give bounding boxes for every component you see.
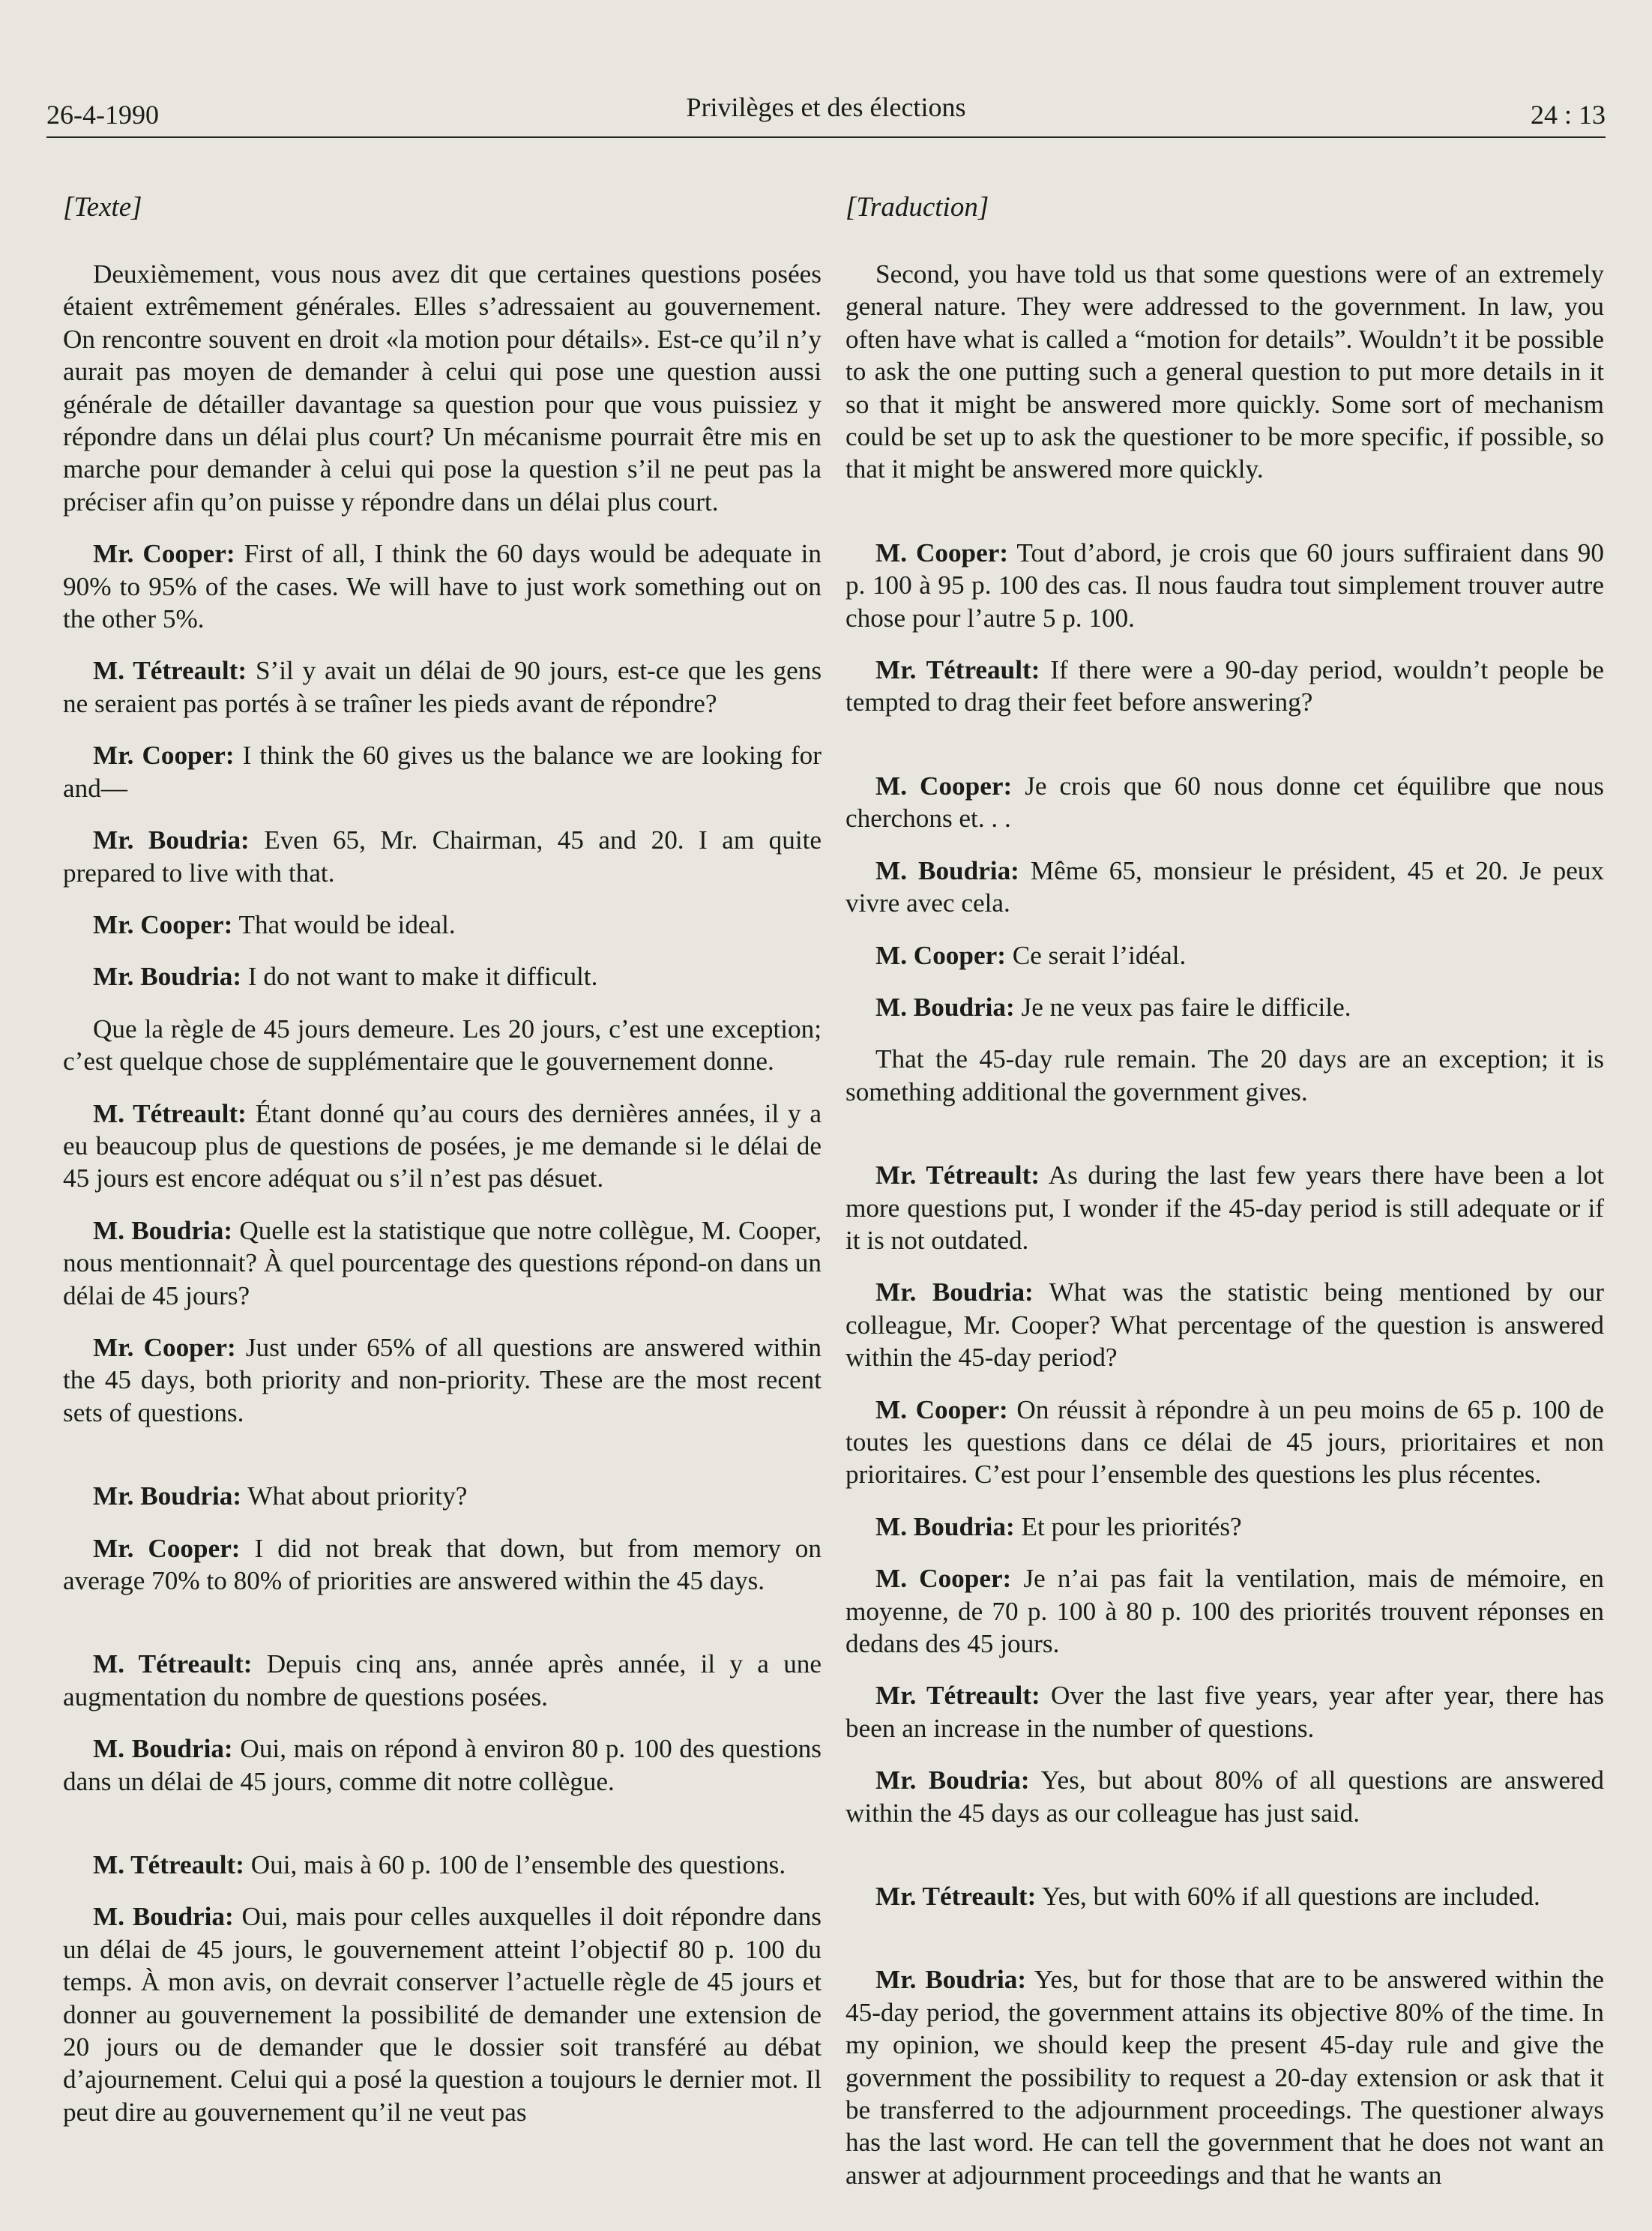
paragraph-text: On réussit à répondre à un peu moins de 65 p. 100 de toutes les questions dans ce délai de 45 jours, prioritaires et non prioritaires. C’est pour l’ensemble des questions les plus récentes. xyxy=(845,1394,1604,1490)
speaker-name: M. Boudria: xyxy=(875,992,1015,1022)
paragraph-text: Je crois que 60 nous donne cet équilibre que nous cherchons et. . . xyxy=(845,771,1604,834)
paragraph-text: Even 65, Mr. Chairman, 45 and 20. I am quite prepared to live with that. xyxy=(63,825,822,888)
speaker-name: M. Cooper: xyxy=(875,1394,1008,1424)
paragraph xyxy=(63,1849,822,1881)
paragraph xyxy=(63,824,822,889)
paragraph xyxy=(63,1532,822,1598)
speaker-name: Mr. Tétreault: xyxy=(875,1882,1037,1912)
right-column xyxy=(845,191,1604,2191)
paragraph-text: Deuxièmement, vous nous avez dit que certaines questions posées étaient extrêmement générales. Elles s’adressaient au gouvernement. On rencontre souvent en droit «la motion pour détails». Est-ce qu’il n’y aurait pas moyen de demander à celui qui pose une question aussi générale de détailler davantage sa question pour que vous puissiez y répondre dans un délai plus court? Un mécanisme pourrait être mis en marche pour demander à celui qui pose la question s’il ne peut pas la préciser afin qu’on puisse y répondre dans un délai plus court. xyxy=(63,259,822,517)
paragraph xyxy=(845,1043,1604,1108)
paragraph-text: Et pour les priorités? xyxy=(1021,1511,1242,1541)
paragraph-text: Over the last five years, year after year, there has been an increase in the number of questions. xyxy=(845,1681,1605,1743)
speaker-name: Mr. Cooper: xyxy=(93,909,233,939)
speaker-name: Mr. Boudria: xyxy=(93,1481,242,1511)
speaker-name: M. Tétreault: xyxy=(93,656,247,686)
paragraph xyxy=(63,1732,822,1798)
paragraph-text: I think the 60 gives us the balance we are looking for and— xyxy=(63,741,822,803)
column-heading: [Texte] xyxy=(63,192,142,223)
paragraph xyxy=(63,1214,822,1312)
speaker-name: Mr. Boudria: xyxy=(93,962,242,992)
paragraph xyxy=(63,1900,822,2128)
paragraph-text: As during the last few years there have been a lot more questions put, I wonder if the 45-day period is still adequate or if it is not outdated. xyxy=(845,1160,1604,1255)
paragraph xyxy=(845,1511,1604,1543)
paragraph xyxy=(845,1764,1604,1829)
paragraph-text: I do not want to make it difficult. xyxy=(247,962,598,992)
speaker-name: M. Boudria: xyxy=(875,855,1019,885)
speaker-name: Mr. Tétreault: xyxy=(875,1681,1040,1711)
paragraph xyxy=(845,1159,1604,1256)
paragraph-text: Même 65, monsieur le président, 45 et 20. Je peux vivre avec cela. xyxy=(845,855,1604,918)
speaker-name: Mr. Cooper: xyxy=(93,539,235,569)
paragraph-text: Quelle est la statistique que notre collègue, M. Cooper, nous mentionnait? À quel pourcentage des questions répond-on dans un délai de 45 jours? xyxy=(63,1215,822,1310)
paragraph xyxy=(63,538,822,635)
paragraph-text: What about priority? xyxy=(247,1481,468,1511)
paragraph-text: That the 45-day rule remain. The 20 days are an exception; it is something additional the government gives. xyxy=(845,1044,1604,1107)
speaker-name: Mr. Boudria: xyxy=(93,825,250,855)
paragraph xyxy=(63,1480,822,1512)
paragraph-text: What was the statistic being mentioned by our colleague, Mr. Cooper? What percentage of the question is answered within the 45-day period? xyxy=(845,1277,1604,1373)
paragraph-text: Depuis cinq ans, année après année, il y a une augmentation du nombre de questions posées. xyxy=(63,1649,822,1711)
paragraph xyxy=(845,855,1604,920)
speaker-name: Mr. Tétreault: xyxy=(875,1160,1040,1190)
speaker-name: M. Tétreault: xyxy=(93,1098,247,1128)
speaker-name: M. Boudria: xyxy=(93,1902,234,1932)
paragraph xyxy=(63,1098,822,1195)
speaker-name: M. Cooper: xyxy=(875,771,1013,801)
paragraph xyxy=(63,739,822,804)
speaker-name: M. Cooper: xyxy=(875,1564,1012,1594)
paragraph xyxy=(63,258,822,518)
speaker-name: Mr. Boudria: xyxy=(875,1765,1030,1795)
paragraph xyxy=(63,1648,822,1713)
paragraph-text: Je ne veux pas faire le difficile. xyxy=(1021,992,1351,1022)
paragraph xyxy=(845,991,1604,1023)
paragraph xyxy=(845,1679,1604,1744)
paragraph xyxy=(845,1394,1604,1491)
paragraph-text: Oui, mais pour celles auxquelles il doit répondre dans un délai de 45 jours, le gouvernement atteint l’objectif 80 p. 100 du temps. À mon avis, on devrait conserver l’actuelle règle de 45 jours et donner au gouvernement la possibilité de demander une extension de 20 jours ou de demander que le dossier soit transféré au débat d’ajournement. Celui qui a posé la question a toujours le dernier mot. Il peut dire au gouvernement qu’il ne veut pas xyxy=(63,1902,822,2127)
paragraph xyxy=(845,537,1604,634)
paragraph-text: If there were a 90-day period, wouldn’t people be tempted to drag their feet before answering? xyxy=(845,655,1604,717)
paragraph-text: I did not break that down, but from memory on average 70% to 80% of priorities are answered within the 45 days. xyxy=(63,1533,822,1595)
header-title: Privilèges et des élections xyxy=(686,92,966,122)
header-page-number: 24 : 13 xyxy=(1530,100,1606,130)
paragraph xyxy=(845,258,1604,486)
speaker-name: M. Boudria: xyxy=(93,1734,233,1764)
page-header xyxy=(46,92,1606,138)
speaker-name: M. Tétreault: xyxy=(93,1649,253,1679)
paragraph-text: Yes, but with 60% if all questions are included. xyxy=(1041,1882,1540,1912)
paragraph xyxy=(845,939,1604,972)
speaker-name: Mr. Cooper: xyxy=(93,1533,241,1563)
speaker-name: Mr. Tétreault: xyxy=(875,655,1040,685)
paragraph xyxy=(845,654,1604,719)
speaker-name: Mr. Cooper: xyxy=(93,741,235,771)
speaker-name: Mr. Boudria: xyxy=(875,1965,1027,1995)
paragraph-text: Yes, but for those that are to be answered within the 45-day period, the government attains its objective 80% of the time. In my opinion, we should keep the present 45-day rule and give the government the possibility to request a 20-day extension or ask that it be transferred to the adjournment proceedings. The questioner always has the last word. He can tell the government that he does not want an answer at adjournment proceedings and that he wants an xyxy=(845,1965,1604,2190)
paragraph-text: Oui, mais à 60 p. 100 de l’ensemble des questions. xyxy=(250,1850,786,1880)
paragraph-text: Oui, mais on répond à environ 80 p. 100 des questions dans un délai de 45 jours, comme dit notre collègue. xyxy=(63,1734,822,1796)
paragraph xyxy=(845,770,1604,835)
speaker-name: M. Cooper: xyxy=(875,940,1006,970)
paragraph-text: Yes, but about 80% of all questions are answered within the 45 days as our colleague has just said. xyxy=(845,1765,1604,1828)
speaker-name: M. Tétreault: xyxy=(93,1850,244,1880)
speaker-name: M. Boudria: xyxy=(93,1215,233,1245)
paragraph xyxy=(63,960,822,993)
paragraph-text: Je n’ai pas fait la ventilation, mais de mémoire, en moyenne, de 70 p. 100 à 80 p. 100 des priorités trouvent réponses en dedans des 45 jours. xyxy=(845,1564,1605,1658)
left-column xyxy=(63,191,822,2128)
paragraph-text: Que la règle de 45 jours demeure. Les 20 jours, c’est une exception; c’est quelque chose de supplémentaire que le gouvernement donne. xyxy=(63,1014,822,1077)
paragraph-text: Tout d’abord, je crois que 60 jours suffiraient dans 90 p. 100 à 95 p. 100 des cas. Il nous faudra tout simplement trouver autre chose pour l’autre 5 p. 100. xyxy=(845,538,1604,633)
paragraph-text: S’il y avait un délai de 90 jours, est-ce que les gens ne seraient pas portés à se traîner les pieds avant de répondre? xyxy=(63,656,822,718)
paragraph xyxy=(63,1331,822,1429)
header-date: 26-4-1990 xyxy=(46,100,159,130)
paragraph-text: Étant donné qu’au cours des dernières années, il y a eu beaucoup plus de questions de posées, je me demande si le délai de 45 jours est encore adéquat ou s’il n’est pas désuet. xyxy=(63,1098,822,1193)
paragraph-text: Just under 65% of all questions are answered within the 45 days, both priority and non-priority. These are the most recent sets of questions. xyxy=(63,1332,822,1427)
paragraph xyxy=(845,1276,1604,1373)
speaker-name: Mr. Boudria: xyxy=(875,1277,1034,1307)
paragraph-text: First of all, I think the 60 days would be adequate in 90% to 95% of the cases. We will have to just work something out on the other 5%. xyxy=(63,539,822,634)
paragraph xyxy=(845,1562,1604,1660)
speaker-name: M. Boudria: xyxy=(875,1511,1015,1541)
speaker-name: M. Cooper: xyxy=(875,538,1009,567)
paragraph xyxy=(845,1880,1604,1912)
paragraph xyxy=(845,1963,1604,2191)
speaker-name: Mr. Cooper: xyxy=(93,1332,236,1362)
paragraph-text: That would be ideal. xyxy=(238,909,456,939)
paragraph xyxy=(63,1013,822,1078)
paragraph-text: Ce serait l’idéal. xyxy=(1012,940,1187,970)
paragraph xyxy=(63,909,822,941)
paragraph xyxy=(63,654,822,720)
paragraph-text: Second, you have told us that some questions were of an extremely general nature. They were addressed to the government. In law, you often have what is called a “motion for details”. Wouldn’t it be possible to ask the one putting such a general question to put more details in it so that it might be answered more quickly. Some sort of mechanism could be set up to ask the questioner to be more specific, if possible, so that it might be answered more quickly. xyxy=(845,259,1604,484)
column-heading: [Traduction] xyxy=(845,192,989,223)
